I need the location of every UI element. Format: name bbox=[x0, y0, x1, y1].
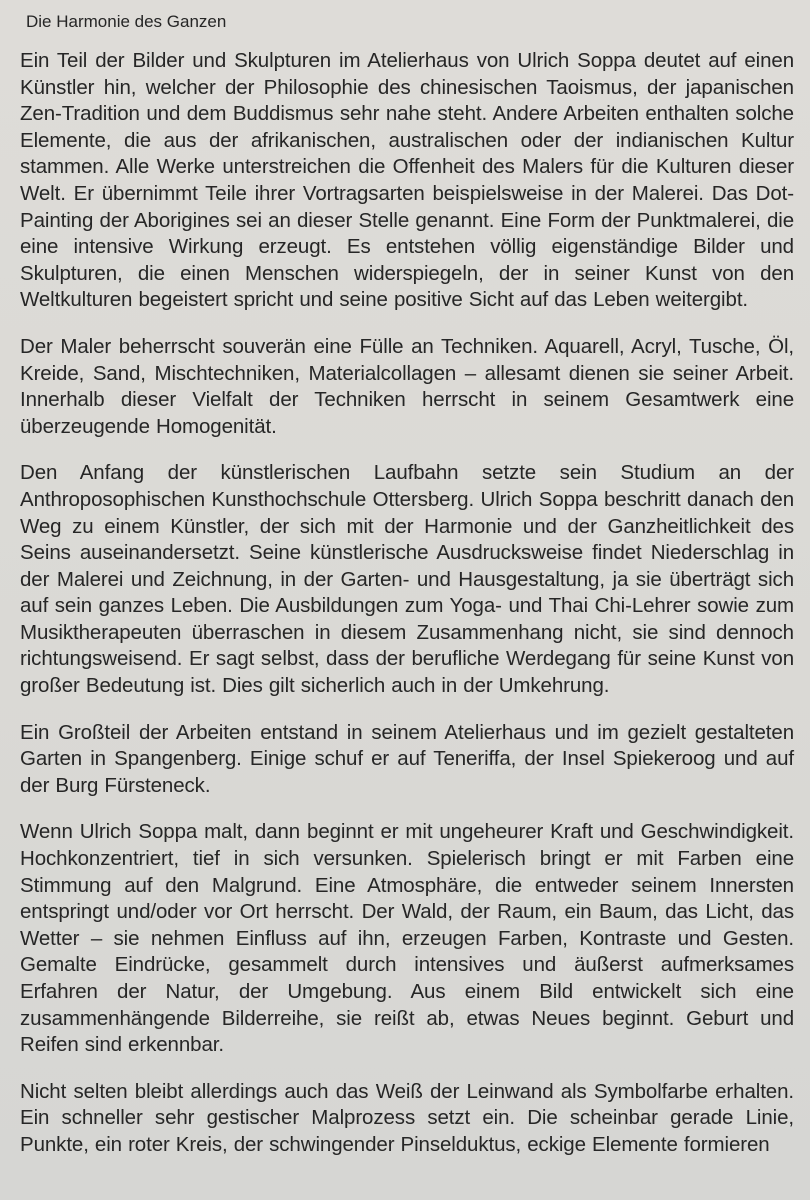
paragraph-career: Den Anfang der künstlerischen Laufbahn setzte sein Studium an der Anthroposophischen Kunsthochschule Ottersberg. Ulrich Soppa beschritt danach den Weg zu einem Künstler, der sich mit der Harmonie und der Ganzheitlichkeit des Seins auseinandersetzt. Seine künstlerische Ausdrucksweise findet Niederschlag in der Malerei und Zeichnung, in der Garten- und Hausgestaltung, ja sie überträgt sich auf sein ganzes Leben. Die Ausbildungen zum Yoga- und Thai Chi-Lehrer sowie zum Musiktherapeuten überraschen in diesem Zusammenhang nicht, sie sind dennoch richtungsweisend. Er sagt selbst, dass der berufliche Werdegang für seine Kunst von großer Bedeutung ist. Dies gilt sicherlich auch in der Umkehrung. bbox=[20, 461, 794, 698]
paragraph-locations: Ein Großteil der Arbeiten entstand in seinem Atelierhaus und im gezielt gestalteten Garten in Spangenberg. Einige schuf er auf Teneriffa, der Insel Spiekeroog und auf der Burg Fürsteneck. bbox=[20, 720, 794, 797]
document-title: Die Harmonie des Ganzen bbox=[26, 12, 227, 31]
paragraph-taoism: Ein Teil der Bilder und Skulpturen im Atelierhaus von Ulrich Soppa deutet auf einen Künstler hin, welcher der Philosophie des chinesischen Taoismus, der japanischen Zen-Tradition und dem Buddismus sehr nahe steht. Andere Arbeiten enthalten solche Elemente, die aus der afrikanischen, australischen oder der indianischen Kultur stammen. Alle Werke unterstreichen die Offenheit des Malers für die Kulturen dieser Welt. Er übernimmt Teile ihrer Vortragsarten beispielsweise in der Malerei. Das Dot-Painting der Aborigines sei an dieser Stelle genannt. Eine Form der Punktmalerei, die eine intensive Wirkung erzeugt. Es entstehen völlig eigenständige Bilder und Skulpturen, die einen Menschen widerspiegeln, der in seiner Kunst von den Weltkulturen begeistert spricht und seine positive Sicht auf das Leben weitergibt. bbox=[20, 49, 794, 312]
paragraph-techniques: Der Maler beherrscht souverän eine Fülle an Techniken. Aquarell, Acryl, Tusche, Öl, Kreide, Sand, Mischtechniken, Materialcollagen – allesamt dienen sie seiner Arbeit. Innerhalb dieser Vielfalt der Techniken herrscht in seinem Gesamtwerk eine überzeugende Homogenität. bbox=[20, 334, 794, 438]
paragraph-painting-process: Wenn Ulrich Soppa malt, dann beginnt er mit ungeheurer Kraft und Geschwindigkeit. Hochkonzentriert, tief in sich versunken. Spielerisch bringt er mit Farben eine Stimmung auf den Malgrund. Eine Atmosphäre, die entweder seinem Innersten entspringt und/oder vor Ort herrscht. Der Wald, der Raum, ein Baum, das Licht, das Wetter – sie nehmen Einfluss auf ihn, erzeugen Farben, Kontraste und Gesten. Gemalte Eindrücke, gesammelt durch intensives und äußerst aufmerksames Erfahren der Natur, der Umgebung. Aus einem Bild entwickelt sich eine zusammenhängende Bilderreihe, sie reißt ab, etwas Neues beginnt. Geburt und Reifen sind erkennbar. bbox=[20, 820, 794, 1057]
paragraph-white-canvas: Nicht selten bleibt allerdings auch das Weiß der Leinwand als Symbolfarbe erhalten. Ein schneller sehr gestischer Malprozess setzt ein. Die scheinbar gerade Linie, Punkte, ein roter Kreis, der schwingender Pinselduktus, eckige Elemente formieren bbox=[20, 1079, 794, 1156]
